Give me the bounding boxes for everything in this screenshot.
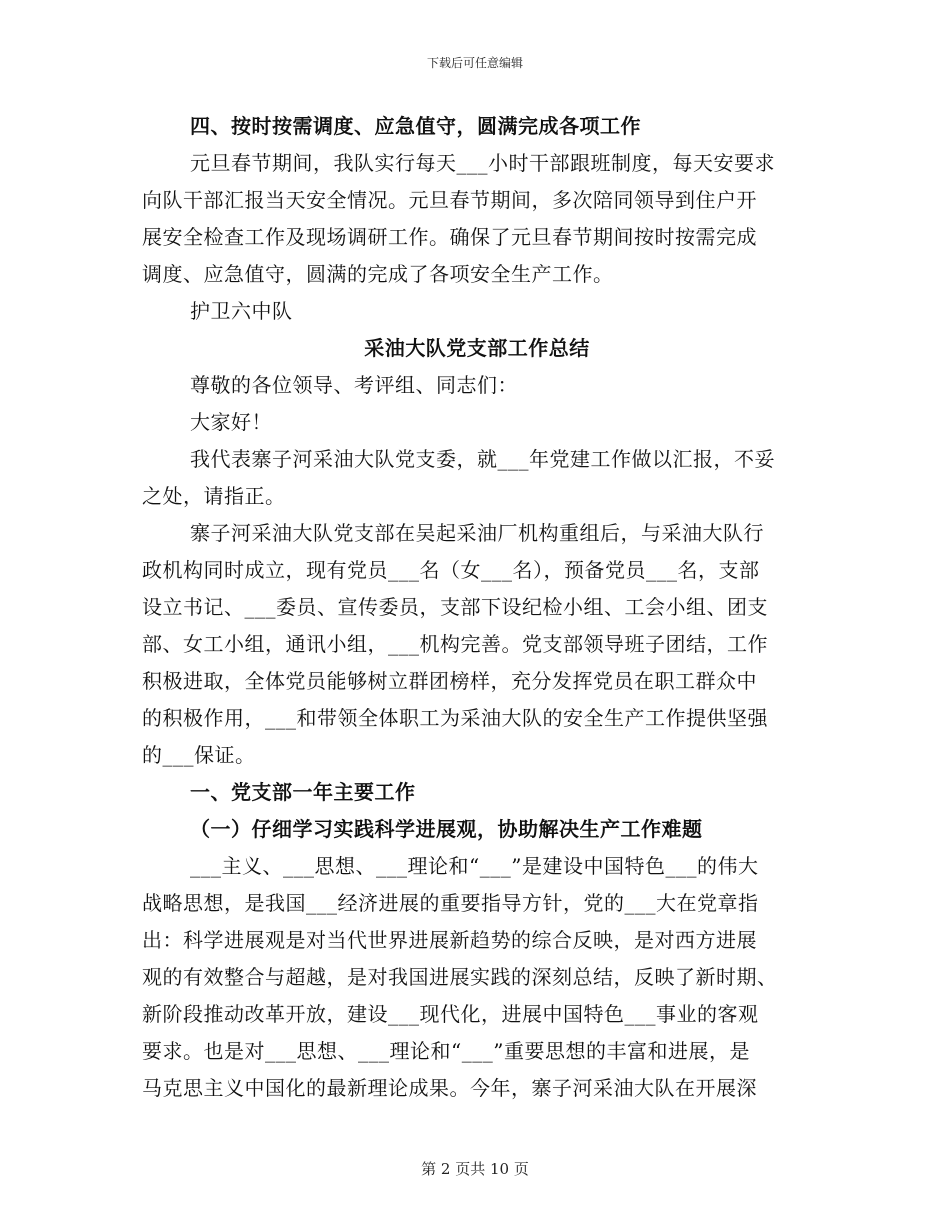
salutation-line: 尊敬的各位领导、考评组、同志们：: [190, 373, 518, 397]
page-footer: 第 2 页共 10 页: [421, 1160, 529, 1178]
paragraph-line: 之处，请指正。: [142, 484, 286, 508]
paragraph-line: ___主义、___思想、___理论和“___”是建设中国特色___的伟大: [190, 854, 759, 878]
paragraph-line: 要求。也是对___思想、___理论和“___”重要思想的丰富和进展，是: [142, 1039, 750, 1063]
paragraph-line: 积极进取，全体党员能够树立群团榜样，充分发挥党员在职工群众中: [142, 669, 757, 693]
paragraph-line: 战略思想，是我国___经济进展的重要指导方针，党的___大在党章指: [142, 891, 759, 915]
paragraph-line: 新阶段推动改革开放，建设___现代化，进展中国特色___事业的客观: [142, 1002, 759, 1026]
section-heading-1: 一、党支部一年主要工作: [190, 780, 416, 804]
document-title: 采油大队党支部工作总结: [364, 336, 590, 360]
paragraph-line: 我代表寨子河采油大队党支委，就___年党建工作做以汇报，不妥: [190, 447, 775, 471]
paragraph-line: 的___保证。: [142, 743, 256, 767]
paragraph-line: 政机构同时成立，现有党员___名（女___名），预备党员___名，支部: [142, 558, 760, 582]
paragraph-line: 展安全检查工作及现场调研工作。确保了元旦春节期间按时按需完成: [142, 225, 757, 249]
page-header: 下载后可任意编辑: [426, 56, 523, 70]
paragraph-line: 出：科学进展观是对当代世界进展新趋势的综合反映，是对西方进展: [142, 928, 757, 952]
paragraph-line: 寨子河采油大队党支部在吴起采油厂机构重组后，与采油大队行: [190, 521, 764, 545]
paragraph-line: 设立书记、___委员、宣传委员，支部下设纪检小组、工会小组、团支: [142, 595, 768, 619]
paragraph-line: 的积极作用，___和带领全体职工为采油大队的安全生产工作提供坚强: [142, 706, 768, 730]
paragraph-line: 观的有效整合与超越，是对我国进展实践的深刻总结，反映了新时期、: [142, 965, 778, 989]
signature-line: 护卫六中队: [190, 299, 293, 323]
subsection-heading: （一）仔细学习实践科学进展观，协助解决生产工作难题: [190, 817, 703, 841]
document-body: [142, 108, 812, 1107]
section-heading-4: 四、按时按需调度、应急值守，圆满完成各项工作: [190, 114, 641, 138]
paragraph-line: 向队干部汇报当天安全情况。元旦春节期间，多次陪同领导到住户开: [142, 188, 757, 212]
greeting-line: 大家好！: [190, 410, 272, 434]
paragraph-line: 部、女工小组，通讯小组，___机构完善。党支部领导班子团结，工作: [142, 632, 768, 656]
paragraph-line: 调度、应急值守，圆满的完成了各项安全生产工作。: [142, 262, 614, 286]
paragraph-line: 元旦春节期间，我队实行每天___小时干部跟班制度，每天安要求: [190, 151, 775, 175]
paragraph-line: 马克思主义中国化的最新理论成果。今年，寨子河采油大队在开展深: [142, 1076, 757, 1100]
